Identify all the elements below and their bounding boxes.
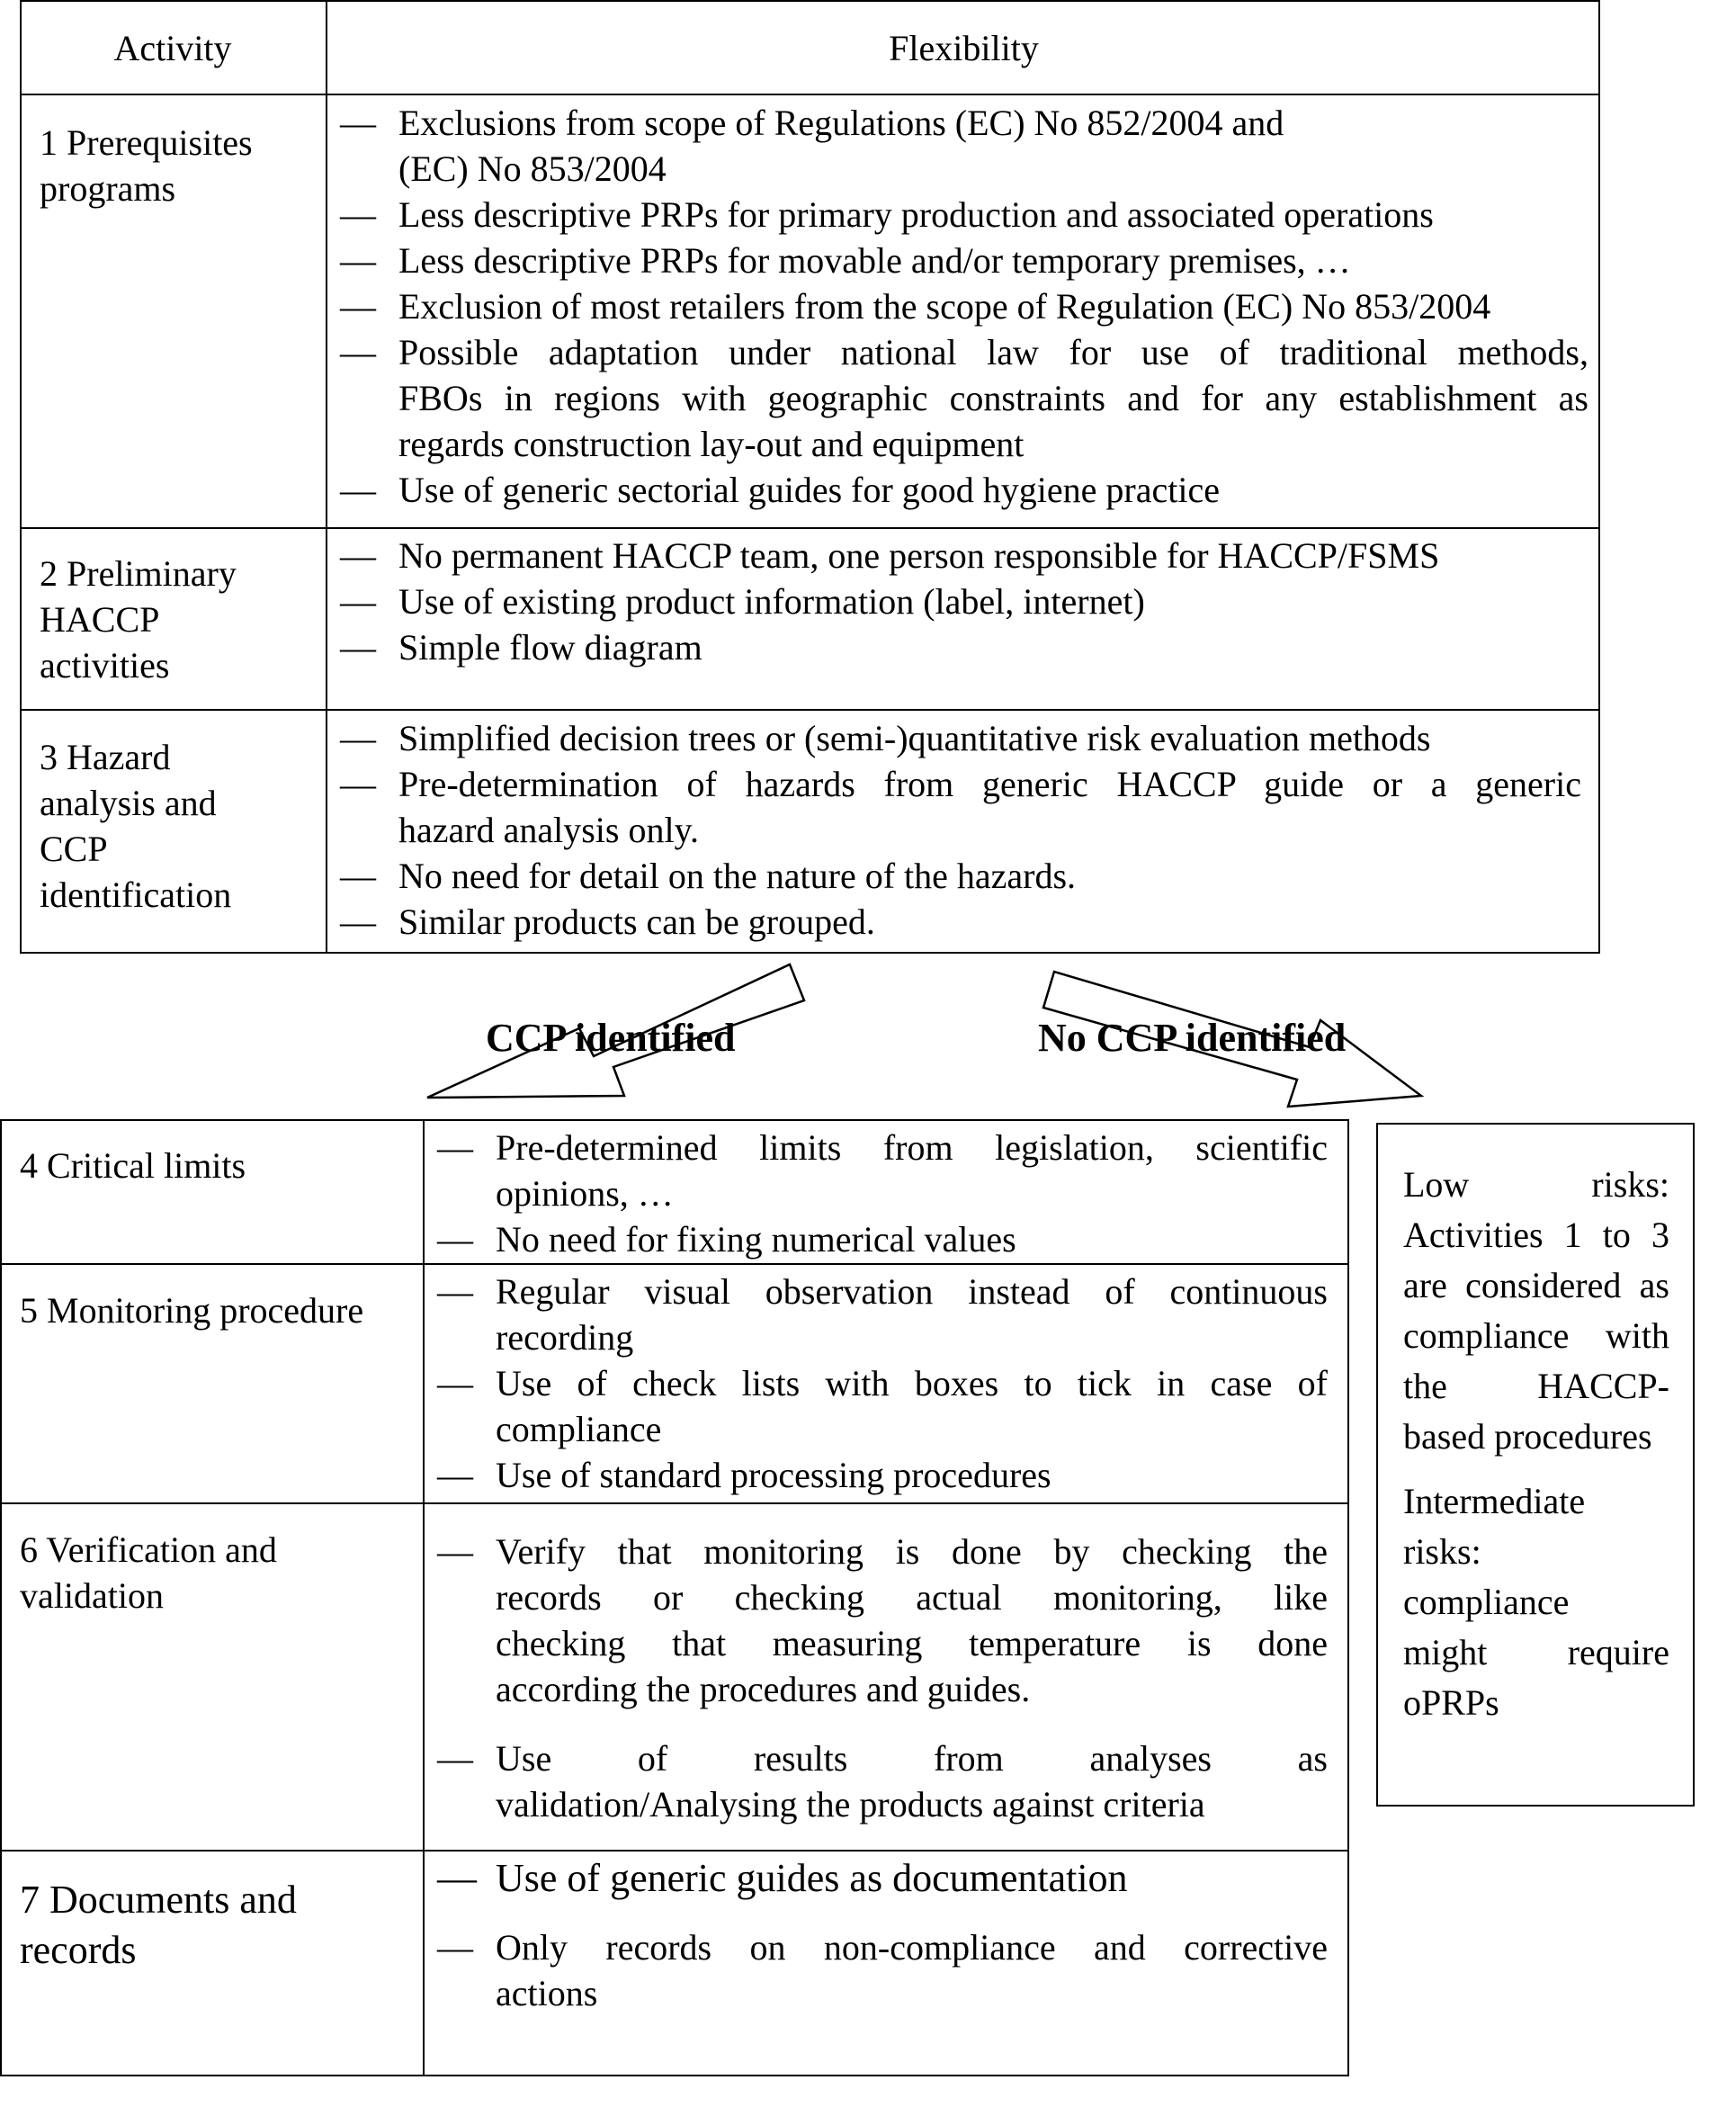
list-item: — Less descriptive PRPs for movable and/or temporary premises, … [340,240,1351,281]
activity-4-label: 4 Critical limits [20,1145,246,1186]
low-risk-line: the HACCP- [1403,1366,1669,1406]
bottom-table-row-divider-3 [0,1850,1349,1852]
list-item: — Use of standard processing procedures [437,1455,1051,1495]
list-item: — Use of results from analyses as validation/Analysing the products against criteria [437,1738,1328,1825]
list-item: — Exclusion of most retailers from the scope of Regulation (EC) No 853/2004 [340,286,1491,327]
list-item: — Simple flow diagram [340,627,702,668]
activity-3-label: 3 Hazard analysis and CCP identification [40,737,232,915]
intermediate-risk-line: Intermediate [1403,1481,1586,1521]
list-item: — No need for fixing numerical values [437,1219,1016,1260]
list-item: — Exclusions from scope of Regulations (EC) No 852/2004 and (EC) No 853/2004 [340,103,1284,189]
activity-7-flexibility-list [425,1855,1328,2016]
intermediate-risk-line: might require [1403,1632,1669,1672]
list-item: — Use of check lists with boxes to tick in case of compliance [437,1363,1328,1449]
list-item: — Pre-determination of hazards from generic HACCP guide or a generic hazard analysis only. [340,764,1581,850]
list-item: — Verify that monitoring is done by checking the records or checking actual monitoring, like checking that measuring temperature is done according the procedures and guides. [437,1531,1328,1709]
low-risk-line: compliance with [1403,1315,1669,1356]
activity-1-label: 1 Prerequisites programs [40,122,253,209]
flexibility-header: Flexibility [889,28,1039,68]
list-item: — Similar products can be grouped. [340,901,875,942]
activity-header: Activity [113,28,232,68]
list-item: — Regular visual observation instead of continuous recording [437,1271,1328,1358]
list-item: — Simplified decision trees or (semi-)quantitative risk evaluation methods [340,718,1431,758]
list-item: — No need for detail on the nature of the hazards. [340,856,1077,896]
bottom-table-row-divider-1 [0,1263,1349,1265]
activity-5-label: 5 Monitoring procedure [20,1290,364,1331]
list-item: — No permanent HACCP team, one person responsible for HACCP/FSMS [340,535,1440,576]
list-item: — Possible adaptation under national law for use of traditional methods, FBOs in regions with geographic constraints and for any establishment as regards construction lay-out and equipment [340,332,1588,464]
activity-5-flexibility-list [425,1269,1328,1498]
list-item: — Only records on non-compliance and corrective actions [437,1927,1328,2013]
low-risk-line: Activities 1 to 3 [1403,1215,1669,1255]
list-item: — Use of generic guides as documentation [437,1856,1128,1900]
intermediate-risk-line: compliance [1403,1582,1570,1622]
list-item: — Pre-determined limits from legislation, scientific opinions, … [437,1127,1328,1214]
activity-6-flexibility-list [425,1529,1328,1827]
low-risk-line: Low risks: [1403,1164,1669,1205]
no-ccp-identified-label: No CCP identified [1038,1016,1347,1060]
activity-2-label: 2 Preliminary HACCP activities [40,553,237,686]
activity-4-flexibility-list [425,1125,1328,1262]
activity-6-label: 6 Verification and validation [20,1529,277,1616]
bottom-table-row-divider-2 [0,1502,1349,1504]
activity-7-label: 7 Documents and records [20,1878,297,1972]
intermediate-risk-line: risks: [1403,1531,1481,1572]
list-item: — Use of generic sectorial guides for good hygiene practice [340,470,1220,510]
low-risk-line: are considered as [1403,1265,1669,1305]
list-item: — Less descriptive PRPs for primary production and associated operations [340,194,1434,235]
intermediate-risk-line: oPRPs [1403,1682,1499,1723]
risk-note-text [1403,1160,1669,1728]
low-risk-line: based procedures [1403,1416,1652,1457]
list-item: — Use of existing product information (label, internet) [340,581,1145,622]
ccp-identified-label: CCP identified [486,1016,736,1060]
